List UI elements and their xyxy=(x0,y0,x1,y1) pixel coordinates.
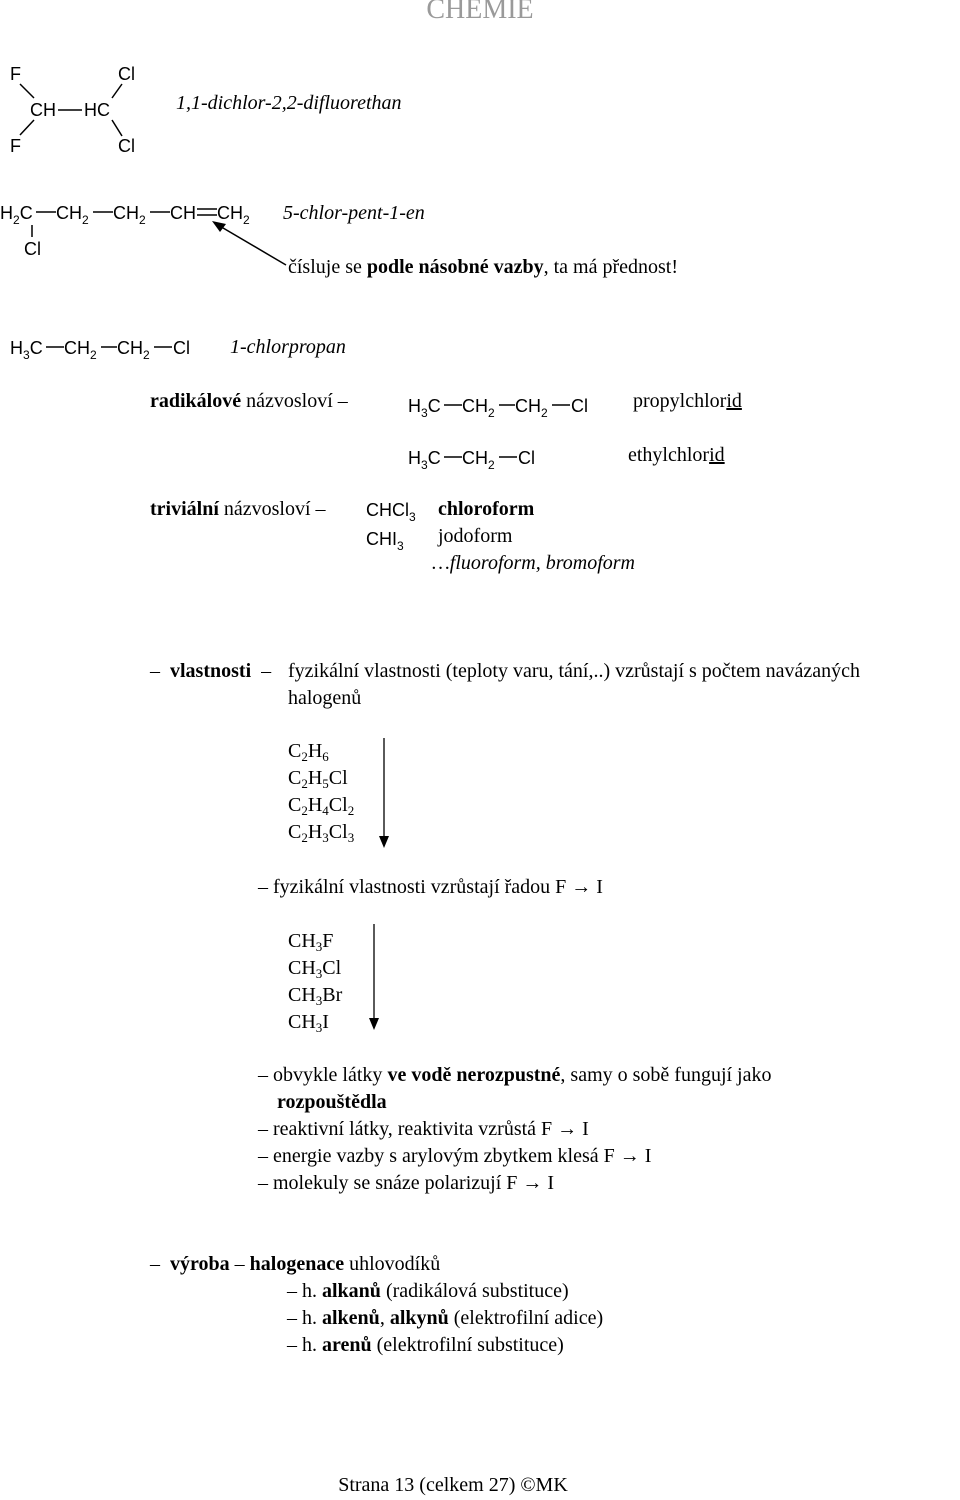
svg-text:H3C: $H_3C$ xyxy=(10,338,43,362)
property-line-3: – obvykle látky ve vodě nerozpustné, samy o sobě fungují jako xyxy=(258,1064,772,1086)
numbering-note: čísluje se podle násobné vazby, ta má přednost! xyxy=(288,256,678,278)
svg-text:CH2: $CH_2$ xyxy=(56,203,89,227)
series2-item: $CH_3Br$ xyxy=(288,984,343,1008)
property-line-3-cont: rozpouštědla xyxy=(277,1091,387,1113)
other-haloforms: …fluoroform, bromoform xyxy=(432,552,635,574)
structure-dichlor-difluorethan xyxy=(0,60,160,160)
trivial-nomenclature-label: triviální názvosloví – xyxy=(150,498,326,520)
series1-arrow xyxy=(376,738,396,850)
svg-text:CH2: $CH_2$ xyxy=(462,448,495,472)
svg-text:CH: CH xyxy=(170,203,196,223)
radical-nomenclature-label: radikálové názvosloví – xyxy=(150,390,348,412)
svg-text:CH2: $CH_2$ xyxy=(64,338,97,362)
property-line-5: – energie vazby s arylovým zbytkem klesá F → I xyxy=(258,1145,652,1167)
structure-propyl xyxy=(408,388,608,428)
structure-ethyl xyxy=(408,440,558,480)
page-footer: Strana 13 (celkem 27) ©MK xyxy=(338,1474,568,1496)
production-heading: – výroba – halogenace uhlovodíků xyxy=(150,1253,441,1275)
svg-text:Cl: Cl xyxy=(571,396,588,416)
propylchlorid: propylchlorid xyxy=(633,390,742,412)
svg-text:Cl: Cl xyxy=(518,448,535,468)
page-header: CHEMIE xyxy=(426,0,534,25)
ethylchlorid: ethylchlorid xyxy=(628,444,725,466)
series1-item: $C_2H_5Cl$ xyxy=(288,767,348,791)
compound3-name: 1-chlorpropan xyxy=(230,336,346,358)
property-line-4: – reaktivní látky, reaktivita vzrůstá F → I xyxy=(258,1118,589,1140)
jodoform: jodoform xyxy=(438,525,513,547)
compound1-name: 1,1-dichlor-2,2-difluorethan xyxy=(176,92,402,114)
series1-item: $C_2H_6$ xyxy=(288,740,329,764)
svg-text:H3C: $H_3C$ xyxy=(408,396,441,420)
formula-chcl3 xyxy=(366,496,436,526)
atom-f-bottom: F xyxy=(10,136,21,156)
properties-heading: – vlastnosti – xyxy=(150,660,272,682)
svg-text:Cl: Cl xyxy=(24,239,41,259)
svg-text:H3C: $H_3C$ xyxy=(408,448,441,472)
svg-text:CH2: $CH_2$ xyxy=(217,203,250,227)
svg-text:H2C: $H_2C$ xyxy=(0,203,33,227)
arrow-to-double-bond xyxy=(200,215,300,275)
atom-f-top: F xyxy=(10,64,21,84)
property-line-6: – molekuly se snáze polarizují F → I xyxy=(258,1172,555,1194)
series1-item: $C_2H_4Cl_2$ xyxy=(288,794,355,818)
property-line-2: – fyzikální vlastnosti vzrůstají řadou F → I xyxy=(258,876,603,898)
production-item: – h. alkanů (radikálová substituce) xyxy=(287,1280,569,1302)
structure-chlorpropan xyxy=(10,330,210,370)
atom-hc: HC xyxy=(84,100,110,120)
production-item: – h. arenů (elektrofilní substituce) xyxy=(287,1334,564,1356)
property-line-1-cont: halogenů xyxy=(288,687,362,709)
series2-item: $CH_3F$ xyxy=(288,930,334,954)
svg-text:CH2: $CH_2$ xyxy=(515,396,548,420)
atom-ch: CH xyxy=(30,100,56,120)
production-item: – h. alkenů, alkynů (elektrofilní adice) xyxy=(287,1307,604,1329)
series2-item: $CH_3Cl$ xyxy=(288,957,342,981)
series2-item: $CH_3I$ xyxy=(288,1011,329,1035)
svg-text:CH2: $CH_2$ xyxy=(113,203,146,227)
atom-cl-top: Cl xyxy=(118,64,135,84)
series1-item: $C_2H_3Cl_3$ xyxy=(288,821,355,845)
property-line-1: fyzikální vlastnosti (teploty varu, tání,..) vzrůstají s počtem navázaných xyxy=(288,660,861,682)
svg-text:Cl: Cl xyxy=(173,338,190,358)
svg-text:CH2: $CH_2$ xyxy=(462,396,495,420)
chloroform: chloroform xyxy=(438,498,535,520)
atom-cl-bottom: Cl xyxy=(118,136,135,156)
compound2-name: 5-chlor-pent-1-en xyxy=(283,202,425,224)
formula-chi3 xyxy=(366,525,436,555)
svg-text:CHCl3: CHCl$_3$ xyxy=(366,500,416,524)
series2-arrow xyxy=(366,924,386,1036)
svg-text:CHI3: $CHI_3$ xyxy=(366,529,404,553)
svg-text:CH2: $CH_2$ xyxy=(117,338,150,362)
